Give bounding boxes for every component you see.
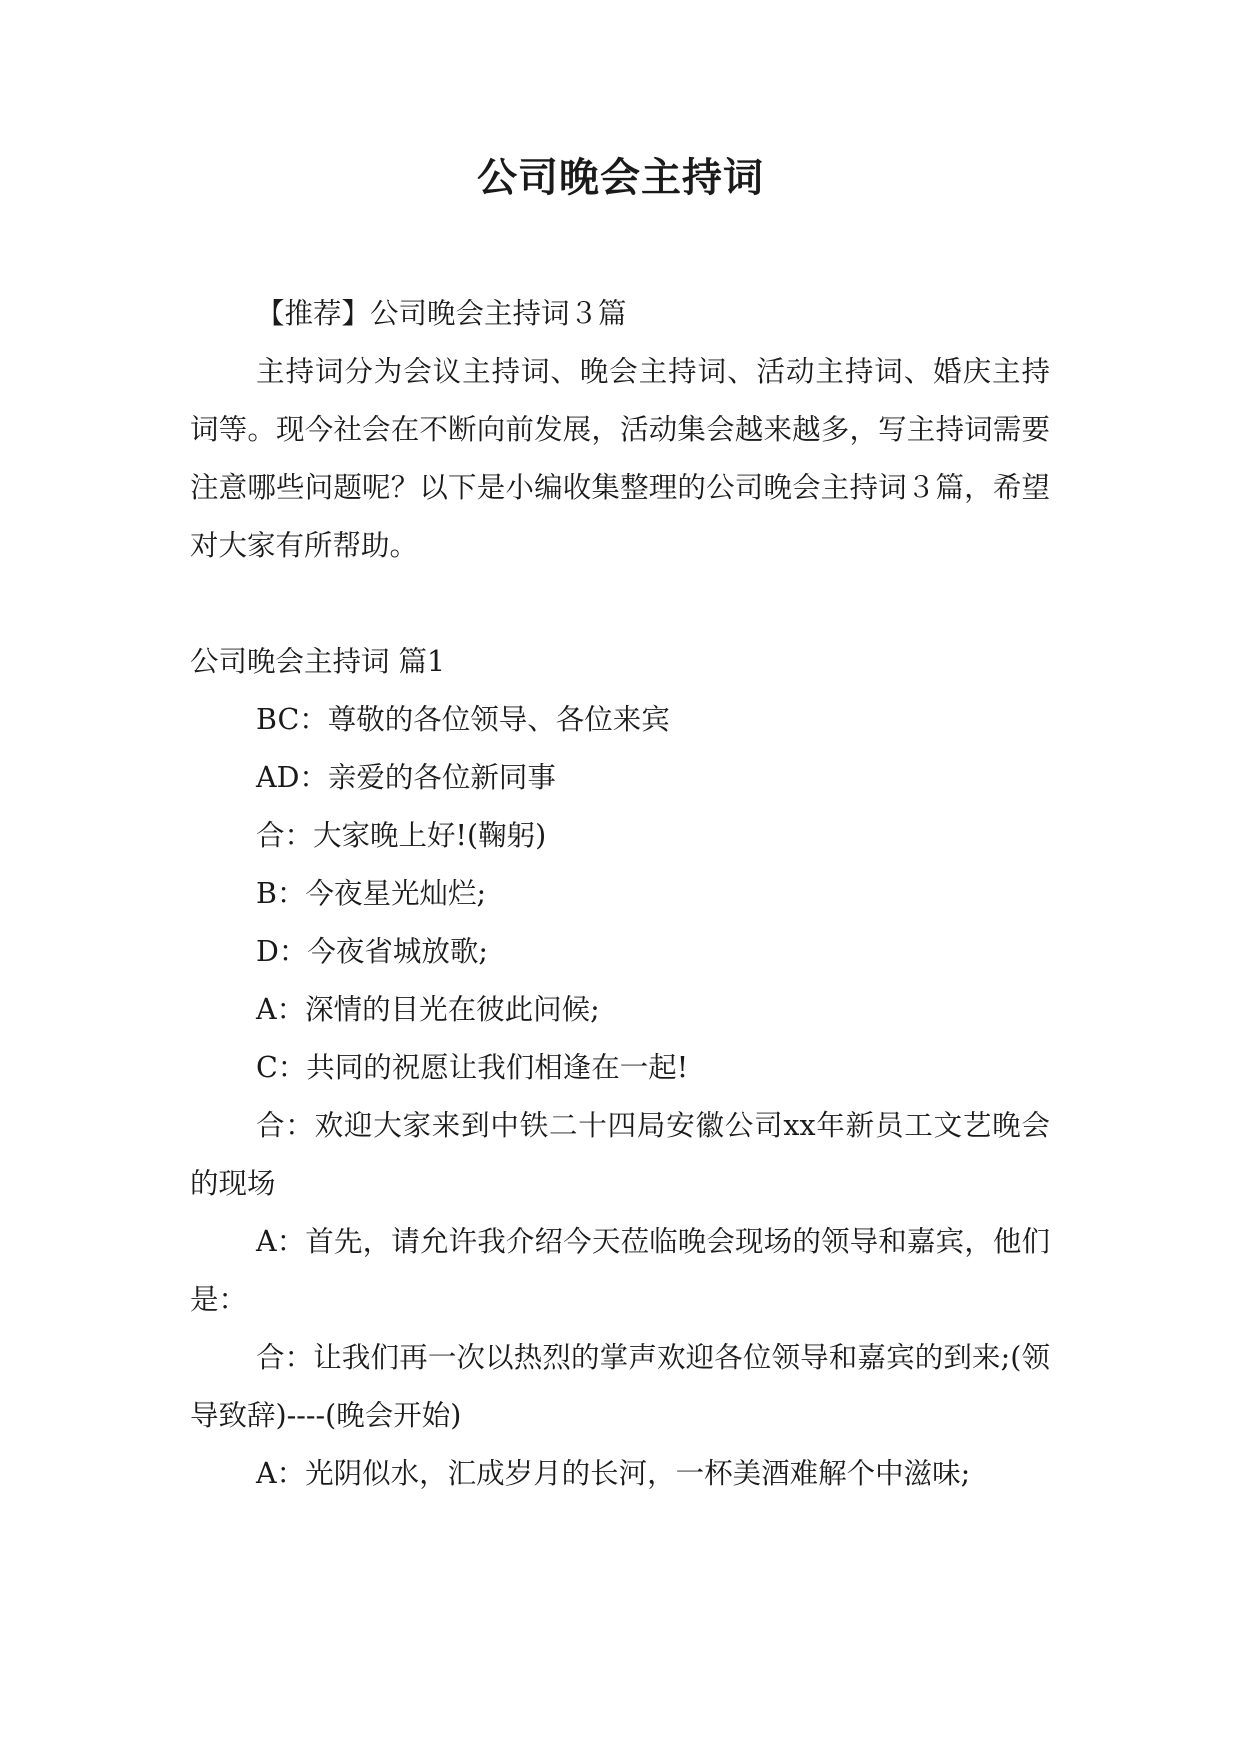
script-line: A：深情的目光在彼此问候; <box>256 993 600 1026</box>
script-line: A：光阴似水，汇成岁月的长河，一杯美酒难解个中滋味; <box>256 1457 971 1490</box>
script-line: 合：让我们再一次以热烈的掌声欢迎各位领导和嘉宾的到来;(领导致辞)----(晚会开始) <box>190 1341 1050 1432</box>
script-line: D：今夜省城放歌; <box>256 935 488 968</box>
script-line: B：今夜星光灿烂; <box>256 877 487 910</box>
document-title: 公司晚会主持词 <box>477 155 764 201</box>
script-line: A：首先，请允许我介绍今天莅临晚会现场的领导和嘉宾，他们是： <box>190 1225 1050 1316</box>
document-body <box>190 285 1050 1503</box>
intro-paragraph: 主持词分为会议主持词、晚会主持词、活动主持词、婚庆主持词等。现今社会在不断向前发展，活动集会越来越多，写主持词需要注意哪些问题呢？以下是小编收集整理的公司晚会主持词３篇，希望对大家有所帮助。 <box>190 355 1050 562</box>
script-line: BC：尊敬的各位领导、各位来宾 <box>256 703 670 736</box>
script-line: C：共同的祝愿让我们相逢在一起! <box>256 1051 689 1084</box>
section-spacer <box>190 575 1050 633</box>
recommend-line: 【推荐】公司晚会主持词３篇 <box>256 297 627 330</box>
section-heading: 公司晚会主持词 篇1 <box>190 645 446 678</box>
script-line: 合：大家晚上好!(鞠躬) <box>256 819 547 852</box>
script-line: AD：亲爱的各位新同事 <box>256 761 556 794</box>
script-line: 合：欢迎大家来到中铁二十四局安徽公司xx年新员工文艺晚会的现场 <box>190 1109 1050 1200</box>
